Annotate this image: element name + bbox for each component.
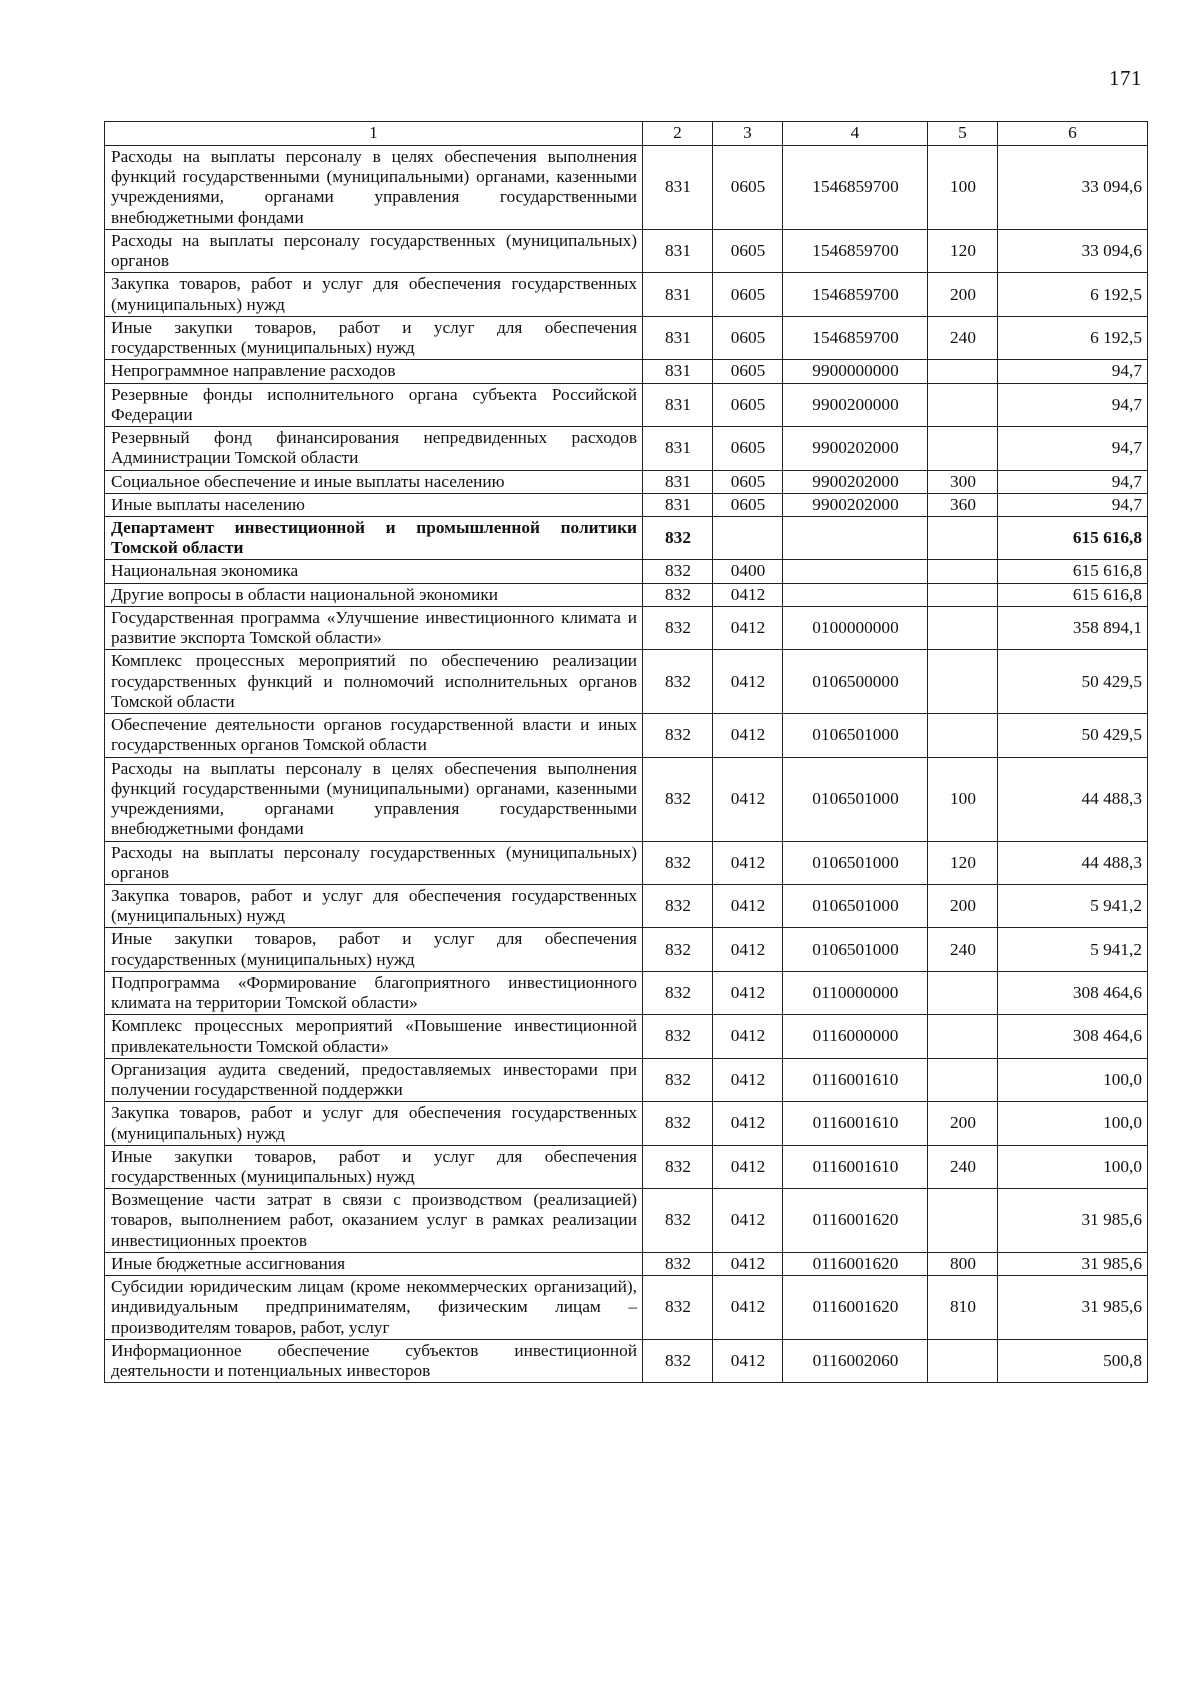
amount: 5 941,2 bbox=[998, 884, 1148, 927]
amount: 6 192,5 bbox=[998, 316, 1148, 359]
budget-table bbox=[104, 121, 1148, 1383]
table-row bbox=[105, 470, 1148, 493]
amount: 94,7 bbox=[998, 383, 1148, 426]
section-code: 0412 bbox=[713, 884, 783, 927]
amount: 100,0 bbox=[998, 1058, 1148, 1101]
table-row bbox=[105, 841, 1148, 884]
table-row bbox=[105, 360, 1148, 383]
admin-code: 832 bbox=[643, 884, 713, 927]
table-row bbox=[105, 583, 1148, 606]
target-code: 1546859700 bbox=[783, 229, 928, 272]
section-code bbox=[713, 516, 783, 559]
admin-code: 831 bbox=[643, 146, 713, 230]
row-name: Организация аудита сведений, предоставляемых инвесторами при получении государственной поддержки bbox=[105, 1058, 643, 1101]
column-header: 6 bbox=[998, 122, 1148, 146]
section-code: 0605 bbox=[713, 229, 783, 272]
amount: 6 192,5 bbox=[998, 273, 1148, 316]
target-code: 0116000000 bbox=[783, 1015, 928, 1058]
admin-code: 832 bbox=[643, 650, 713, 714]
target-code: 9900000000 bbox=[783, 360, 928, 383]
target-code: 0106501000 bbox=[783, 714, 928, 757]
table-row bbox=[105, 1252, 1148, 1275]
table-row bbox=[105, 606, 1148, 649]
section-code: 0605 bbox=[713, 146, 783, 230]
admin-code: 832 bbox=[643, 516, 713, 559]
amount: 94,7 bbox=[998, 493, 1148, 516]
expense-type-code bbox=[928, 1015, 998, 1058]
column-header: 3 bbox=[713, 122, 783, 146]
table-row bbox=[105, 1189, 1148, 1253]
expense-type-code: 360 bbox=[928, 493, 998, 516]
table-row bbox=[105, 1339, 1148, 1382]
expense-type-code: 240 bbox=[928, 316, 998, 359]
amount: 50 429,5 bbox=[998, 650, 1148, 714]
target-code: 0106500000 bbox=[783, 650, 928, 714]
table-row bbox=[105, 928, 1148, 971]
section-code: 0412 bbox=[713, 757, 783, 841]
expense-type-code bbox=[928, 583, 998, 606]
table-body bbox=[105, 122, 1148, 1383]
target-code: 9900202000 bbox=[783, 427, 928, 470]
row-name: Расходы на выплаты персоналу в целях обеспечения выполнения функций государственными (муниципальными) органами, казенными учреждениями, органами управления государственными внебюджетными фондами bbox=[105, 757, 643, 841]
expense-type-code: 240 bbox=[928, 928, 998, 971]
expense-type-code bbox=[928, 606, 998, 649]
table-row bbox=[105, 1276, 1148, 1340]
admin-code: 832 bbox=[643, 757, 713, 841]
expense-type-code bbox=[928, 360, 998, 383]
admin-code: 832 bbox=[643, 606, 713, 649]
admin-code: 832 bbox=[643, 1102, 713, 1145]
target-code: 9900202000 bbox=[783, 493, 928, 516]
target-code: 0116001610 bbox=[783, 1102, 928, 1145]
expense-type-code bbox=[928, 560, 998, 583]
amount: 615 616,8 bbox=[998, 583, 1148, 606]
column-header: 5 bbox=[928, 122, 998, 146]
row-name: Возмещение части затрат в связи с производством (реализацией) товаров, выполнением работ, оказанием услуг в рамках реализации инвестиционных проектов bbox=[105, 1189, 643, 1253]
expense-type-code bbox=[928, 714, 998, 757]
row-name: Комплекс процессных мероприятий «Повышение инвестиционной привлекательности Томской области» bbox=[105, 1015, 643, 1058]
row-name: Резервный фонд финансирования непредвиденных расходов Администрации Томской области bbox=[105, 427, 643, 470]
section-code: 0605 bbox=[713, 493, 783, 516]
expense-type-code: 120 bbox=[928, 841, 998, 884]
admin-code: 832 bbox=[643, 1276, 713, 1340]
table-row bbox=[105, 383, 1148, 426]
row-name: Обеспечение деятельности органов государственной власти и иных государственных органов Томской области bbox=[105, 714, 643, 757]
expense-type-code: 810 bbox=[928, 1276, 998, 1340]
target-code: 0110000000 bbox=[783, 971, 928, 1014]
expense-type-code: 120 bbox=[928, 229, 998, 272]
target-code: 0106501000 bbox=[783, 928, 928, 971]
admin-code: 832 bbox=[643, 1015, 713, 1058]
row-name: Информационное обеспечение субъектов инвестиционной деятельности и потенциальных инвесторов bbox=[105, 1339, 643, 1382]
section-code: 0412 bbox=[713, 1058, 783, 1101]
amount: 615 616,8 bbox=[998, 560, 1148, 583]
section-code: 0412 bbox=[713, 1015, 783, 1058]
target-code: 1546859700 bbox=[783, 273, 928, 316]
admin-code: 832 bbox=[643, 1145, 713, 1188]
target-code: 0106501000 bbox=[783, 884, 928, 927]
table-row bbox=[105, 650, 1148, 714]
amount: 308 464,6 bbox=[998, 1015, 1148, 1058]
row-name: Резервные фонды исполнительного органа субъекта Российской Федерации bbox=[105, 383, 643, 426]
admin-code: 832 bbox=[643, 714, 713, 757]
expense-type-code: 240 bbox=[928, 1145, 998, 1188]
section-code: 0605 bbox=[713, 273, 783, 316]
row-name: Иные закупки товаров, работ и услуг для обеспечения государственных (муниципальных) нужд bbox=[105, 928, 643, 971]
expense-type-code bbox=[928, 427, 998, 470]
section-code: 0605 bbox=[713, 316, 783, 359]
target-code: 1546859700 bbox=[783, 146, 928, 230]
row-name: Субсидии юридическим лицам (кроме некоммерческих организаций), индивидуальным предпринимателям, физическим лицам – производителям товаров, работ, услуг bbox=[105, 1276, 643, 1340]
section-code: 0412 bbox=[713, 1145, 783, 1188]
column-header: 1 bbox=[105, 122, 643, 146]
row-name: Иные бюджетные ассигнования bbox=[105, 1252, 643, 1275]
section-code: 0412 bbox=[713, 928, 783, 971]
admin-code: 831 bbox=[643, 470, 713, 493]
expense-type-code bbox=[928, 1058, 998, 1101]
table-row bbox=[105, 560, 1148, 583]
table-row bbox=[105, 1015, 1148, 1058]
amount: 33 094,6 bbox=[998, 146, 1148, 230]
target-code: 0106501000 bbox=[783, 841, 928, 884]
amount: 615 616,8 bbox=[998, 516, 1148, 559]
admin-code: 831 bbox=[643, 316, 713, 359]
section-code: 0412 bbox=[713, 1102, 783, 1145]
row-name: Национальная экономика bbox=[105, 560, 643, 583]
row-name: Закупка товаров, работ и услуг для обеспечения государственных (муниципальных) нужд bbox=[105, 884, 643, 927]
amount: 44 488,3 bbox=[998, 757, 1148, 841]
admin-code: 832 bbox=[643, 971, 713, 1014]
table-row bbox=[105, 427, 1148, 470]
target-code: 9900202000 bbox=[783, 470, 928, 493]
expense-type-code bbox=[928, 971, 998, 1014]
table-row bbox=[105, 714, 1148, 757]
column-number-row bbox=[105, 122, 1148, 146]
column-header: 2 bbox=[643, 122, 713, 146]
row-name: Государственная программа «Улучшение инвестиционного климата и развитие экспорта Томской области» bbox=[105, 606, 643, 649]
expense-type-code bbox=[928, 516, 998, 559]
admin-code: 832 bbox=[643, 1189, 713, 1253]
page-number: 171 bbox=[1109, 66, 1142, 90]
row-name: Департамент инвестиционной и промышленной политики Томской области bbox=[105, 516, 643, 559]
row-name: Подпрограмма «Формирование благоприятного инвестиционного климата на территории Томской области» bbox=[105, 971, 643, 1014]
amount: 94,7 bbox=[998, 360, 1148, 383]
table-row bbox=[105, 273, 1148, 316]
target-code: 0100000000 bbox=[783, 606, 928, 649]
admin-code: 832 bbox=[643, 583, 713, 606]
section-code: 0412 bbox=[713, 1252, 783, 1275]
column-header: 4 bbox=[783, 122, 928, 146]
expense-type-code bbox=[928, 1339, 998, 1382]
amount: 94,7 bbox=[998, 427, 1148, 470]
amount: 500,8 bbox=[998, 1339, 1148, 1382]
amount: 31 985,6 bbox=[998, 1252, 1148, 1275]
target-code: 0116001620 bbox=[783, 1276, 928, 1340]
admin-code: 832 bbox=[643, 1252, 713, 1275]
section-code: 0412 bbox=[713, 971, 783, 1014]
admin-code: 831 bbox=[643, 427, 713, 470]
admin-code: 831 bbox=[643, 383, 713, 426]
expense-type-code: 200 bbox=[928, 1102, 998, 1145]
amount: 94,7 bbox=[998, 470, 1148, 493]
section-code: 0412 bbox=[713, 714, 783, 757]
row-name: Комплекс процессных мероприятий по обеспечению реализации государственных функций и полномочий исполнительных органов Томской области bbox=[105, 650, 643, 714]
target-code: 9900200000 bbox=[783, 383, 928, 426]
expense-type-code: 200 bbox=[928, 884, 998, 927]
amount: 358 894,1 bbox=[998, 606, 1148, 649]
expense-type-code: 300 bbox=[928, 470, 998, 493]
row-name: Иные закупки товаров, работ и услуг для обеспечения государственных (муниципальных) нужд bbox=[105, 316, 643, 359]
target-code: 0116001620 bbox=[783, 1252, 928, 1275]
target-code: 1546859700 bbox=[783, 316, 928, 359]
admin-code: 831 bbox=[643, 229, 713, 272]
amount: 31 985,6 bbox=[998, 1276, 1148, 1340]
section-code: 0412 bbox=[713, 606, 783, 649]
section-code: 0412 bbox=[713, 1276, 783, 1340]
target-code: 0116001610 bbox=[783, 1058, 928, 1101]
row-name: Иные закупки товаров, работ и услуг для обеспечения государственных (муниципальных) нужд bbox=[105, 1145, 643, 1188]
section-code: 0605 bbox=[713, 360, 783, 383]
table-row bbox=[105, 1102, 1148, 1145]
table-row bbox=[105, 316, 1148, 359]
target-code bbox=[783, 516, 928, 559]
row-name: Закупка товаров, работ и услуг для обеспечения государственных (муниципальных) нужд bbox=[105, 1102, 643, 1145]
admin-code: 831 bbox=[643, 493, 713, 516]
amount: 100,0 bbox=[998, 1102, 1148, 1145]
table-row bbox=[105, 971, 1148, 1014]
row-name: Расходы на выплаты персоналу государственных (муниципальных) органов bbox=[105, 841, 643, 884]
amount: 50 429,5 bbox=[998, 714, 1148, 757]
expense-type-code bbox=[928, 383, 998, 426]
expense-type-code: 200 bbox=[928, 273, 998, 316]
section-code: 0412 bbox=[713, 1189, 783, 1253]
table-row bbox=[105, 1145, 1148, 1188]
table-row bbox=[105, 757, 1148, 841]
row-name: Другие вопросы в области национальной экономики bbox=[105, 583, 643, 606]
table-row bbox=[105, 884, 1148, 927]
target-code bbox=[783, 560, 928, 583]
table-row bbox=[105, 146, 1148, 230]
section-code: 0605 bbox=[713, 470, 783, 493]
amount: 5 941,2 bbox=[998, 928, 1148, 971]
admin-code: 832 bbox=[643, 560, 713, 583]
row-name: Расходы на выплаты персоналу в целях обеспечения выполнения функций государственными (муниципальными) органами, казенными учреждениями, органами управления государственными внебюджетными фондами bbox=[105, 146, 643, 230]
table-row bbox=[105, 516, 1148, 559]
amount: 31 985,6 bbox=[998, 1189, 1148, 1253]
table-row bbox=[105, 1058, 1148, 1101]
target-code: 0116001610 bbox=[783, 1145, 928, 1188]
table-row bbox=[105, 493, 1148, 516]
section-code: 0412 bbox=[713, 650, 783, 714]
section-code: 0605 bbox=[713, 383, 783, 426]
target-code: 0116001620 bbox=[783, 1189, 928, 1253]
row-name: Социальное обеспечение и иные выплаты населению bbox=[105, 470, 643, 493]
target-code: 0106501000 bbox=[783, 757, 928, 841]
row-name: Иные выплаты населению bbox=[105, 493, 643, 516]
amount: 33 094,6 bbox=[998, 229, 1148, 272]
expense-type-code: 800 bbox=[928, 1252, 998, 1275]
expense-type-code bbox=[928, 650, 998, 714]
section-code: 0412 bbox=[713, 841, 783, 884]
row-name: Расходы на выплаты персоналу государственных (муниципальных) органов bbox=[105, 229, 643, 272]
section-code: 0412 bbox=[713, 1339, 783, 1382]
section-code: 0400 bbox=[713, 560, 783, 583]
admin-code: 832 bbox=[643, 1339, 713, 1382]
admin-code: 832 bbox=[643, 841, 713, 884]
amount: 44 488,3 bbox=[998, 841, 1148, 884]
expense-type-code: 100 bbox=[928, 146, 998, 230]
admin-code: 831 bbox=[643, 273, 713, 316]
expense-type-code bbox=[928, 1189, 998, 1253]
amount: 308 464,6 bbox=[998, 971, 1148, 1014]
row-name: Закупка товаров, работ и услуг для обеспечения государственных (муниципальных) нужд bbox=[105, 273, 643, 316]
row-name: Непрограммное направление расходов bbox=[105, 360, 643, 383]
target-code: 0116002060 bbox=[783, 1339, 928, 1382]
admin-code: 831 bbox=[643, 360, 713, 383]
admin-code: 832 bbox=[643, 1058, 713, 1101]
admin-code: 832 bbox=[643, 928, 713, 971]
target-code bbox=[783, 583, 928, 606]
table-row bbox=[105, 229, 1148, 272]
amount: 100,0 bbox=[998, 1145, 1148, 1188]
section-code: 0412 bbox=[713, 583, 783, 606]
expense-type-code: 100 bbox=[928, 757, 998, 841]
section-code: 0605 bbox=[713, 427, 783, 470]
